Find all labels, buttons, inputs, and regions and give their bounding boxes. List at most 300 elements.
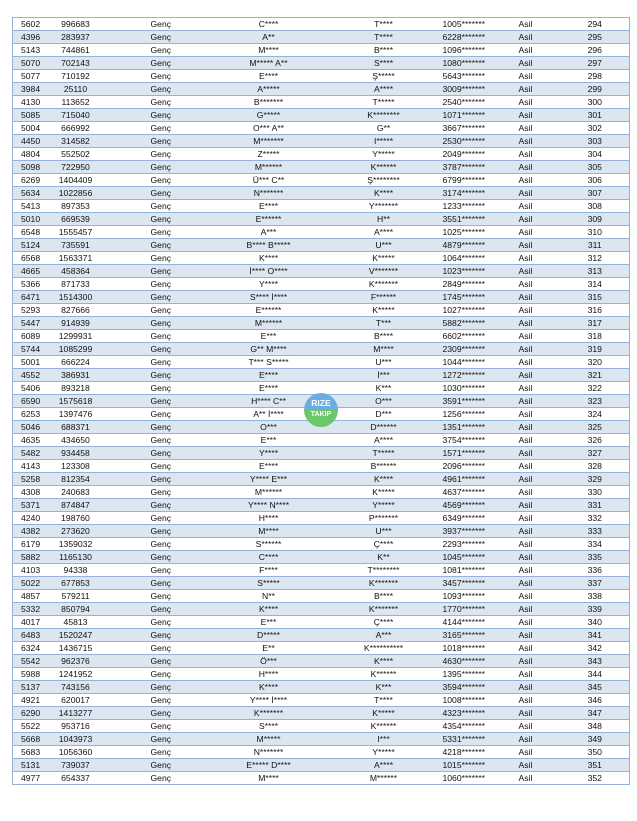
- cell-application-no: 669539: [51, 213, 101, 226]
- cell-application-no: 314582: [51, 135, 101, 148]
- cell-last-name: T****: [329, 18, 439, 31]
- cell-last-name: D******: [329, 421, 439, 434]
- cell-application-no: 934458: [51, 447, 101, 460]
- cell-application-no: 893218: [51, 382, 101, 395]
- watermark-bottom: TAKIP: [304, 410, 338, 427]
- cell-record-no: 6568: [13, 252, 51, 265]
- cell-first-name: G*****: [209, 109, 329, 122]
- cell-record-no: 5098: [13, 161, 51, 174]
- cell-status: Asil: [511, 135, 561, 148]
- cell-application-no: 744861: [51, 44, 101, 57]
- cell-category: Genç: [101, 31, 209, 44]
- cell-rank: 352: [561, 772, 630, 785]
- cell-record-no: 5124: [13, 239, 51, 252]
- cell-record-no: 5010: [13, 213, 51, 226]
- cell-id-number: 3174*******: [439, 187, 511, 200]
- cell-id-number: 2309*******: [439, 343, 511, 356]
- cell-rank: 344: [561, 668, 630, 681]
- cell-category: Genç: [101, 161, 209, 174]
- cell-category: Genç: [101, 421, 209, 434]
- cell-id-number: 1045*******: [439, 551, 511, 564]
- cell-application-no: 735591: [51, 239, 101, 252]
- cell-status: Asil: [511, 369, 561, 382]
- cell-application-no: 710192: [51, 70, 101, 83]
- cell-last-name: B****: [329, 590, 439, 603]
- table-row: [13, 694, 630, 707]
- cell-rank: 327: [561, 447, 630, 460]
- cell-id-number: 1044*******: [439, 356, 511, 369]
- cell-rank: 297: [561, 57, 630, 70]
- cell-record-no: 5137: [13, 681, 51, 694]
- cell-application-no: 1436715: [51, 642, 101, 655]
- cell-category: Genç: [101, 408, 209, 421]
- cell-status: Asil: [511, 538, 561, 551]
- cell-first-name: K****: [209, 681, 329, 694]
- cell-rank: 316: [561, 304, 630, 317]
- cell-application-no: 677853: [51, 577, 101, 590]
- cell-status: Asil: [511, 148, 561, 161]
- cell-last-name: U***: [329, 525, 439, 538]
- cell-last-name: T****: [329, 694, 439, 707]
- cell-record-no: 5634: [13, 187, 51, 200]
- cell-id-number: 1256*******: [439, 408, 511, 421]
- cell-status: Asil: [511, 70, 561, 83]
- cell-rank: 300: [561, 96, 630, 109]
- table-row: [13, 681, 630, 694]
- cell-record-no: 6471: [13, 291, 51, 304]
- cell-first-name: E******: [209, 304, 329, 317]
- cell-first-name: M******: [209, 317, 329, 330]
- cell-last-name: T********: [329, 564, 439, 577]
- cell-status: Asil: [511, 343, 561, 356]
- cell-category: Genç: [101, 603, 209, 616]
- cell-last-name: K*******: [329, 278, 439, 291]
- cell-application-no: 1056360: [51, 746, 101, 759]
- cell-status: Asil: [511, 499, 561, 512]
- table-row: [13, 109, 630, 122]
- cell-last-name: Y*******: [329, 200, 439, 213]
- cell-rank: 332: [561, 512, 630, 525]
- cell-first-name: E****: [209, 70, 329, 83]
- cell-application-no: 688371: [51, 421, 101, 434]
- cell-application-no: 1022856: [51, 187, 101, 200]
- cell-last-name: B****: [329, 44, 439, 57]
- cell-first-name: B**** B*****: [209, 239, 329, 252]
- cell-application-no: 620017: [51, 694, 101, 707]
- cell-status: Asil: [511, 96, 561, 109]
- cell-category: Genç: [101, 616, 209, 629]
- cell-last-name: K***: [329, 382, 439, 395]
- cell-record-no: 4396: [13, 31, 51, 44]
- cell-record-no: 6483: [13, 629, 51, 642]
- cell-application-no: 812354: [51, 473, 101, 486]
- cell-application-no: 1520247: [51, 629, 101, 642]
- cell-record-no: 4921: [13, 694, 51, 707]
- cell-category: Genç: [101, 330, 209, 343]
- cell-rank: 302: [561, 122, 630, 135]
- cell-id-number: 1018*******: [439, 642, 511, 655]
- cell-category: Genç: [101, 369, 209, 382]
- cell-first-name: C****: [209, 551, 329, 564]
- table-row: [13, 57, 630, 70]
- cell-last-name: I***: [329, 733, 439, 746]
- cell-id-number: 1081*******: [439, 564, 511, 577]
- table-row: [13, 629, 630, 642]
- cell-id-number: 5643*******: [439, 70, 511, 83]
- cell-status: Asil: [511, 408, 561, 421]
- table-row: [13, 187, 630, 200]
- cell-application-no: 1241952: [51, 668, 101, 681]
- table-row: [13, 83, 630, 96]
- cell-record-no: 5001: [13, 356, 51, 369]
- cell-rank: 341: [561, 629, 630, 642]
- cell-category: Genç: [101, 447, 209, 460]
- cell-rank: 310: [561, 226, 630, 239]
- table-row: [13, 642, 630, 655]
- cell-category: Genç: [101, 317, 209, 330]
- cell-application-no: 897353: [51, 200, 101, 213]
- cell-id-number: 1770*******: [439, 603, 511, 616]
- cell-application-no: 1085299: [51, 343, 101, 356]
- cell-rank: 348: [561, 720, 630, 733]
- cell-record-no: 5542: [13, 655, 51, 668]
- cell-application-no: 283937: [51, 31, 101, 44]
- cell-record-no: 6089: [13, 330, 51, 343]
- cell-record-no: 5602: [13, 18, 51, 31]
- cell-application-no: 953716: [51, 720, 101, 733]
- cell-category: Genç: [101, 213, 209, 226]
- cell-first-name: K****: [209, 252, 329, 265]
- cell-application-no: 1043973: [51, 733, 101, 746]
- cell-first-name: E***: [209, 616, 329, 629]
- cell-category: Genç: [101, 252, 209, 265]
- cell-last-name: A***: [329, 629, 439, 642]
- cell-application-no: 666224: [51, 356, 101, 369]
- table-row: [13, 733, 630, 746]
- cell-id-number: 1745*******: [439, 291, 511, 304]
- cell-first-name: M*******: [209, 135, 329, 148]
- table-row: [13, 616, 630, 629]
- cell-id-number: 4630*******: [439, 655, 511, 668]
- cell-first-name: A** İ****: [209, 408, 329, 421]
- cell-rank: 324: [561, 408, 630, 421]
- cell-status: Asil: [511, 629, 561, 642]
- cell-category: Genç: [101, 590, 209, 603]
- cell-status: Asil: [511, 616, 561, 629]
- cell-first-name: M****: [209, 525, 329, 538]
- table-row: [13, 44, 630, 57]
- cell-category: Genç: [101, 83, 209, 96]
- cell-last-name: Y*****: [329, 499, 439, 512]
- table-row: [13, 538, 630, 551]
- cell-first-name: E****: [209, 369, 329, 382]
- cell-last-name: S****: [329, 57, 439, 70]
- cell-category: Genç: [101, 499, 209, 512]
- cell-last-name: I*****: [329, 135, 439, 148]
- cell-rank: 319: [561, 343, 630, 356]
- cell-status: Asil: [511, 57, 561, 70]
- cell-rank: 349: [561, 733, 630, 746]
- cell-category: Genç: [101, 395, 209, 408]
- cell-application-no: 579211: [51, 590, 101, 603]
- cell-status: Asil: [511, 200, 561, 213]
- cell-rank: 339: [561, 603, 630, 616]
- cell-id-number: 5331*******: [439, 733, 511, 746]
- cell-status: Asil: [511, 31, 561, 44]
- cell-first-name: M***** A**: [209, 57, 329, 70]
- cell-record-no: 4017: [13, 616, 51, 629]
- cell-id-number: 1025*******: [439, 226, 511, 239]
- table-row: [13, 31, 630, 44]
- cell-status: Asil: [511, 395, 561, 408]
- cell-record-no: 5683: [13, 746, 51, 759]
- cell-category: Genç: [101, 70, 209, 83]
- cell-first-name: Y**** İ****: [209, 694, 329, 707]
- cell-id-number: 1571*******: [439, 447, 511, 460]
- cell-category: Genç: [101, 109, 209, 122]
- cell-id-number: 6602*******: [439, 330, 511, 343]
- cell-first-name: Y**** N****: [209, 499, 329, 512]
- cell-last-name: K******: [329, 161, 439, 174]
- cell-last-name: G**: [329, 122, 439, 135]
- cell-record-no: 4977: [13, 772, 51, 785]
- table-row: [13, 434, 630, 447]
- cell-status: Asil: [511, 603, 561, 616]
- cell-first-name: E***: [209, 434, 329, 447]
- cell-application-no: 874847: [51, 499, 101, 512]
- rize-takip-watermark-logo: [304, 393, 338, 427]
- cell-first-name: İ**** O****: [209, 265, 329, 278]
- cell-first-name: H**** C**: [209, 395, 329, 408]
- cell-rank: 318: [561, 330, 630, 343]
- cell-last-name: K**********: [329, 642, 439, 655]
- cell-application-no: 434650: [51, 434, 101, 447]
- table-row: [13, 551, 630, 564]
- table-row: [13, 304, 630, 317]
- cell-id-number: 2849*******: [439, 278, 511, 291]
- cell-last-name: A****: [329, 83, 439, 96]
- table-row: [13, 668, 630, 681]
- cell-rank: 345: [561, 681, 630, 694]
- cell-status: Asil: [511, 330, 561, 343]
- cell-rank: 294: [561, 18, 630, 31]
- cell-first-name: C****: [209, 18, 329, 31]
- table-row: [13, 174, 630, 187]
- cell-record-no: 6253: [13, 408, 51, 421]
- cell-first-name: E****: [209, 460, 329, 473]
- cell-status: Asil: [511, 655, 561, 668]
- cell-rank: 350: [561, 746, 630, 759]
- cell-category: Genç: [101, 460, 209, 473]
- cell-id-number: 1096*******: [439, 44, 511, 57]
- cell-application-no: 123308: [51, 460, 101, 473]
- cell-id-number: 1093*******: [439, 590, 511, 603]
- cell-application-no: 654337: [51, 772, 101, 785]
- cell-first-name: E**: [209, 642, 329, 655]
- cell-first-name: A*****: [209, 83, 329, 96]
- cell-application-no: 827666: [51, 304, 101, 317]
- cell-category: Genç: [101, 694, 209, 707]
- cell-status: Asil: [511, 434, 561, 447]
- cell-record-no: 5413: [13, 200, 51, 213]
- cell-last-name: T*****: [329, 447, 439, 460]
- cell-record-no: 6548: [13, 226, 51, 239]
- cell-last-name: Y*****: [329, 746, 439, 759]
- cell-record-no: 4857: [13, 590, 51, 603]
- cell-first-name: M****: [209, 44, 329, 57]
- cell-last-name: A****: [329, 759, 439, 772]
- cell-rank: 334: [561, 538, 630, 551]
- cell-record-no: 5447: [13, 317, 51, 330]
- cell-rank: 309: [561, 213, 630, 226]
- cell-status: Asil: [511, 707, 561, 720]
- cell-application-no: 113652: [51, 96, 101, 109]
- cell-first-name: N**: [209, 590, 329, 603]
- cell-last-name: A****: [329, 434, 439, 447]
- cell-status: Asil: [511, 304, 561, 317]
- cell-record-no: 5258: [13, 473, 51, 486]
- cell-rank: 307: [561, 187, 630, 200]
- cell-record-no: 4804: [13, 148, 51, 161]
- cell-first-name: N*******: [209, 187, 329, 200]
- cell-rank: 321: [561, 369, 630, 382]
- cell-rank: 351: [561, 759, 630, 772]
- cell-first-name: F****: [209, 564, 329, 577]
- cell-id-number: 4569*******: [439, 499, 511, 512]
- cell-application-no: 94338: [51, 564, 101, 577]
- cell-category: Genç: [101, 473, 209, 486]
- cell-id-number: 1005*******: [439, 18, 511, 31]
- cell-application-no: 1404409: [51, 174, 101, 187]
- table-row: [13, 265, 630, 278]
- cell-last-name: K**: [329, 551, 439, 564]
- cell-rank: 343: [561, 655, 630, 668]
- cell-record-no: 4143: [13, 460, 51, 473]
- cell-category: Genç: [101, 434, 209, 447]
- cell-application-no: 715040: [51, 109, 101, 122]
- table-row: [13, 200, 630, 213]
- cell-category: Genç: [101, 733, 209, 746]
- table-row: [13, 291, 630, 304]
- cell-application-no: 1555457: [51, 226, 101, 239]
- cell-category: Genç: [101, 655, 209, 668]
- cell-category: Genç: [101, 629, 209, 642]
- table-row: [13, 759, 630, 772]
- cell-last-name: T*****: [329, 96, 439, 109]
- cell-record-no: 6269: [13, 174, 51, 187]
- cell-rank: 313: [561, 265, 630, 278]
- cell-category: Genç: [101, 343, 209, 356]
- cell-application-no: 1165130: [51, 551, 101, 564]
- cell-id-number: 1272*******: [439, 369, 511, 382]
- cell-first-name: S****: [209, 720, 329, 733]
- cell-first-name: Ü*** C**: [209, 174, 329, 187]
- cell-status: Asil: [511, 473, 561, 486]
- cell-first-name: S*****: [209, 577, 329, 590]
- cell-record-no: 4308: [13, 486, 51, 499]
- cell-application-no: 722950: [51, 161, 101, 174]
- cell-category: Genç: [101, 512, 209, 525]
- cell-first-name: K*******: [209, 707, 329, 720]
- cell-category: Genç: [101, 226, 209, 239]
- cell-record-no: 5882: [13, 551, 51, 564]
- cell-first-name: B*******: [209, 96, 329, 109]
- cell-status: Asil: [511, 447, 561, 460]
- cell-status: Asil: [511, 733, 561, 746]
- cell-rank: 304: [561, 148, 630, 161]
- cell-record-no: 4552: [13, 369, 51, 382]
- cell-status: Asil: [511, 551, 561, 564]
- cell-rank: 296: [561, 44, 630, 57]
- cell-last-name: K*****: [329, 486, 439, 499]
- cell-id-number: 6799*******: [439, 174, 511, 187]
- cell-status: Asil: [511, 252, 561, 265]
- cell-status: Asil: [511, 746, 561, 759]
- cell-id-number: 3165*******: [439, 629, 511, 642]
- cell-first-name: A**: [209, 31, 329, 44]
- cell-id-number: 2096*******: [439, 460, 511, 473]
- cell-rank: 326: [561, 434, 630, 447]
- table-row: [13, 655, 630, 668]
- cell-category: Genç: [101, 577, 209, 590]
- table-row: [13, 343, 630, 356]
- cell-first-name: E****: [209, 382, 329, 395]
- cell-first-name: M******: [209, 161, 329, 174]
- cell-application-no: 739037: [51, 759, 101, 772]
- cell-first-name: T*** S*****: [209, 356, 329, 369]
- cell-record-no: 5744: [13, 343, 51, 356]
- cell-category: Genç: [101, 239, 209, 252]
- cell-record-no: 5482: [13, 447, 51, 460]
- cell-rank: 331: [561, 499, 630, 512]
- cell-application-no: 198760: [51, 512, 101, 525]
- cell-rank: 342: [561, 642, 630, 655]
- cell-last-name: K******: [329, 720, 439, 733]
- cell-category: Genç: [101, 681, 209, 694]
- cell-last-name: A****: [329, 226, 439, 239]
- cell-id-number: 4354*******: [439, 720, 511, 733]
- cell-status: Asil: [511, 226, 561, 239]
- cell-last-name: Ç****: [329, 538, 439, 551]
- table-row: [13, 720, 630, 733]
- cell-status: Asil: [511, 356, 561, 369]
- cell-application-no: 666992: [51, 122, 101, 135]
- cell-rank: 315: [561, 291, 630, 304]
- cell-record-no: 5522: [13, 720, 51, 733]
- cell-id-number: 1064*******: [439, 252, 511, 265]
- cell-first-name: E***: [209, 330, 329, 343]
- cell-id-number: 1395*******: [439, 668, 511, 681]
- cell-last-name: K*****: [329, 304, 439, 317]
- cell-record-no: 4665: [13, 265, 51, 278]
- cell-rank: 336: [561, 564, 630, 577]
- cell-status: Asil: [511, 291, 561, 304]
- cell-id-number: 2530*******: [439, 135, 511, 148]
- cell-id-number: 2049*******: [439, 148, 511, 161]
- cell-category: Genç: [101, 538, 209, 551]
- cell-category: Genç: [101, 57, 209, 70]
- cell-status: Asil: [511, 759, 561, 772]
- cell-rank: 308: [561, 200, 630, 213]
- cell-status: Asil: [511, 83, 561, 96]
- cell-status: Asil: [511, 122, 561, 135]
- cell-category: Genç: [101, 187, 209, 200]
- cell-last-name: B****: [329, 330, 439, 343]
- cell-id-number: 1023*******: [439, 265, 511, 278]
- cell-application-no: 1575618: [51, 395, 101, 408]
- cell-category: Genç: [101, 759, 209, 772]
- table-row: [13, 356, 630, 369]
